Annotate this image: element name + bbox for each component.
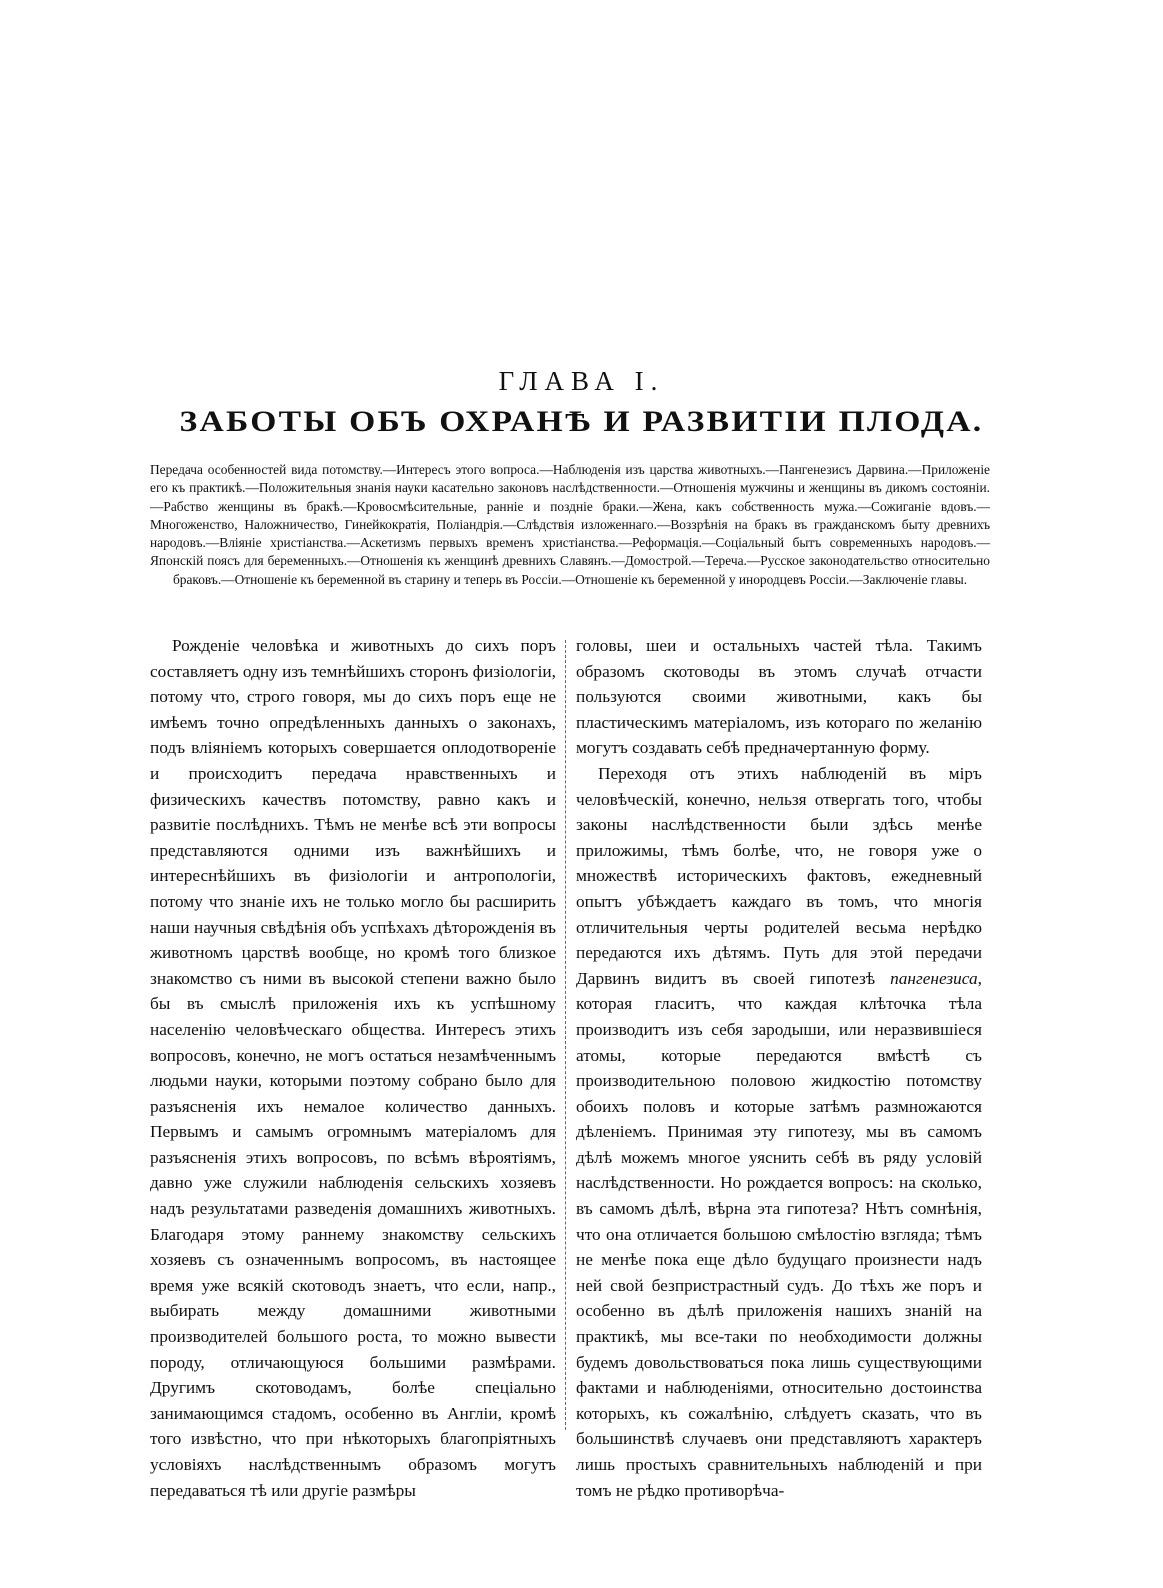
paragraph: головы, шеи и остальныхъ частей тѣла. Такимъ образомъ скотоводы въ этомъ случаѣ отчасти пользуются своими животными, какъ бы пластическимъ матеріаломъ, изъ котораго по желанію могутъ создавать себѣ предначертанную форму.: [576, 636, 982, 758]
chapter-summary: Передача особенностей вида потомству.—Интересъ этого вопроса.—Наблюденія изъ царства животныхъ.—Пангенезисъ Дарвина.—Приложеніе его къ практикѣ.—Положительныя знанія науки касательно законовъ наслѣдственности.—Отношенія мужчины и женщины въ дикомъ состояніи.—Рабство женщины въ бракѣ.—Кровосмѣсительные, ранніе и поздніе браки.—Жена, какъ собственность мужа.—Сожиганіе вдовъ.—Многоженство, Наложничество, Гинейкократія, Поліандрія.—Слѣдствія изложеннаго.—Воззрѣнія на бракъ въ гражданскомъ быту древнихъ народовъ.—Вліяніе христіанства.—Аскетизмъ первыхъ временъ христіанства.—Реформація.—Соціальный бытъ современныхъ народовъ.—Японскій поясъ для беременныхъ.—Отношенія къ женщинѣ древнихъ Славянъ.—Домострой.—Тереча.—Русское законодательство относительно браковъ.—Отношеніе къ беременной въ старину и теперь въ Россіи.—Отношеніе къ беременной у инородцевъ Россіи.—Заключеніе главы.: [150, 462, 990, 587]
text-run: Переходя отъ этихъ наблюденій въ міръ человѣческій, конечно, нельзя отвергать того, чтобы законы наслѣдственности были здѣсь менѣе приложимы, тѣмъ болѣе, что, не говоря уже о множествѣ историческихъ фактовъ, ежедневный опытъ убѣждаетъ каждаго въ томъ, что многія отличительныя черты родителей весьма нерѣдко передаются ихъ дѣтямъ. Путь для этой передачи Дарвинъ видитъ въ своей гипотезѣ: [576, 763, 982, 988]
left-column: [150, 633, 556, 1503]
text-run: , которая гласитъ, что каждая клѣточка тѣла производитъ изъ себя зародыши, или неразвившіеся атомы, которые передаются вмѣстѣ съ производительною половою жидкостію потомству обоихъ половъ и которые затѣмъ размножаются дѣленіемъ. Принимая эту гипотезу, мы въ самомъ дѣлѣ можемъ многое уяснить себѣ въ ряду условій наслѣдственности. Но рождается вопросъ: на сколько, въ самомъ дѣлѣ, вѣрна эта гипотеза? Нѣтъ сомнѣнія, что она отличается большою смѣлостію взгляда; тѣмъ не менѣе пока еще дѣло будущаго произнести надъ ней свой безпристрастный судъ. До тѣхъ же поръ и особенно въ дѣлѣ приложенія нашихъ знаній на практикѣ, мы все-таки по необходимости должны будемъ довольствоваться пока лишь существующими фактами и наблюденіями, относительно достоинства которыхъ, къ сожалѣнію, слѣдуетъ сказать, что въ большинствѣ случаевъ они представляютъ характеръ лишь простыхъ сравнительныхъ наблюденій и при томъ не рѣдко противорѣча-: [576, 968, 982, 1500]
paragraph: [576, 761, 982, 1503]
chapter-heading: ГЛАВА I.: [498, 366, 665, 396]
term-pangenesis: пангенезиса: [890, 968, 978, 988]
right-column: [576, 633, 982, 1503]
column-divider: [565, 640, 566, 1430]
paragraph: Рожденіе человѣка и животныхъ до сихъ поръ составляетъ одну изъ темнѣйшихъ сторонъ физіологіи, потому что, строго говоря, мы до сихъ поръ еще не имѣемъ точно опредѣленныхъ данныхъ о законахъ, подъ вліяніемъ которыхъ совершается оплодотвореніе и происходитъ передача нравственныхъ и физическихъ качествъ потомству, равно какъ и развитіе послѣднихъ. Тѣмъ не менѣе всѣ эти вопросы представляются одними изъ важнѣйшихъ и интереснѣйшихъ въ физіологіи и антропологіи, потому что знаніе ихъ не только могло бы расширить наши научныя свѣдѣнія объ успѣхахъ дѣторожденія въ животномъ царствѣ вообще, но кромѣ того близкое знакомство съ ними въ высокой степени важно было бы въ смыслѣ приложенія ихъ къ успѣшному населенію человѣческаго общества. Интересъ этихъ вопросовъ, конечно, не могъ остаться незамѣченнымъ людьми науки, которыми поэтому собрано было для разъясненія ихъ немалое количество данныхъ. Первымъ и самымъ огромнымъ матеріаломъ для разъясненія этихъ вопросовъ, по всѣмъ вѣроятіямъ, давно уже служили наблюденія сельскихъ хозяевъ надъ результатами разведенія домашнихъ животныхъ. Благодаря этому раннему знакомству сельскихъ хозяевъ съ означеннымъ вопросомъ, въ настоящее время уже всякій скотоводъ знаетъ, что если, напр., выбирать между домашними животными производителей большого роста, то можно вывести породу, отличающуюся большими размѣрами. Другимъ скотоводамъ, болѣе спеціально занимающимся стадомъ, особенно въ Англіи, кромѣ того извѣстно, что при нѣкоторыхъ благопріятныхъ условіяхъ наслѣдственнымъ образомъ могутъ передаваться тѣ или другіе размѣры: [150, 636, 556, 1500]
chapter-title: ЗАБОТЫ ОБЪ ОХРАНѢ И РАЗВИТІИ ПЛОДА.: [179, 405, 984, 438]
